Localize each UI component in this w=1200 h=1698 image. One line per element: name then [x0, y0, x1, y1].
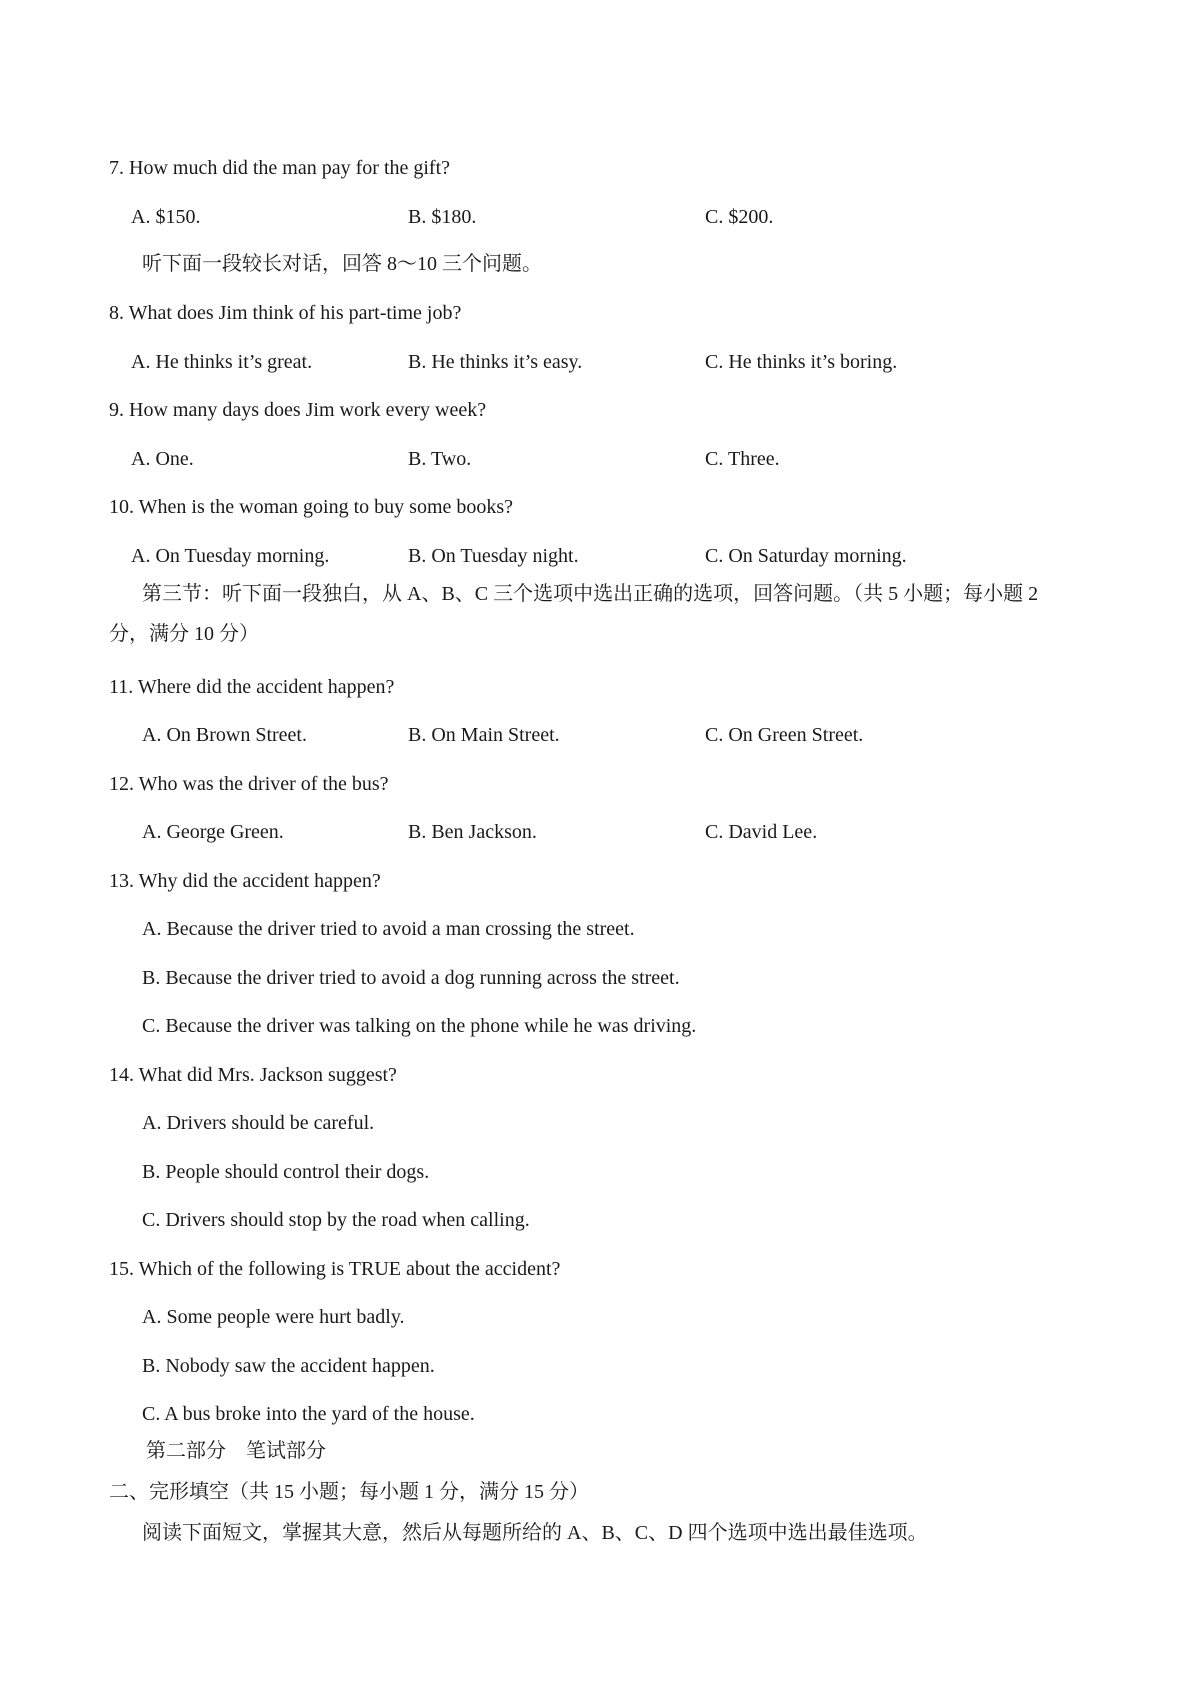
q9-option-b: B. Two.	[408, 448, 472, 470]
q15-option-b: B. Nobody saw the accident happen.	[142, 1355, 435, 1377]
cloze-instruction: 阅读下面短文，掌握其大意，然后从每题所给的 A、B、C、D 四个选项中选出最佳选项。	[142, 1522, 928, 1544]
q11-option-b: B. On Main Street.	[408, 724, 560, 746]
question-15: 15. Which of the following is TRUE about the accident?	[109, 1258, 561, 1280]
part-2-heading: 第二部分 笔试部分	[146, 1440, 326, 1462]
question-7: 7. How much did the man pay for the gift?	[109, 157, 451, 179]
q13-option-b: B. Because the driver tried to avoid a dog running across the street.	[142, 967, 680, 989]
instruction-8-10: 听下面一段较长对话，回答 8～10 三个问题。	[142, 253, 542, 275]
question-9: 9. How many days does Jim work every week?	[109, 399, 487, 421]
q15-option-a: A. Some people were hurt badly.	[142, 1306, 405, 1328]
q10-option-c: C. On Saturday morning.	[705, 545, 907, 567]
q14-option-a: A. Drivers should be careful.	[142, 1112, 375, 1134]
question-14: 14. What did Mrs. Jackson suggest?	[109, 1064, 397, 1086]
question-11: 11. Where did the accident happen?	[109, 676, 395, 698]
q14-option-b: B. People should control their dogs.	[142, 1161, 430, 1183]
q11-option-c: C. On Green Street.	[705, 724, 864, 746]
q13-option-c: C. Because the driver was talking on the phone while he was driving.	[142, 1015, 697, 1037]
q15-option-c: C. A bus broke into the yard of the house.	[142, 1403, 475, 1425]
q11-option-a: A. On Brown Street.	[142, 724, 307, 746]
q7-option-b: B. $180.	[408, 206, 477, 228]
question-13: 13. Why did the accident happen?	[109, 870, 381, 892]
q12-option-c: C. David Lee.	[705, 821, 818, 843]
q10-option-b: B. On Tuesday night.	[408, 545, 579, 567]
q8-option-b: B. He thinks it’s easy.	[408, 351, 583, 373]
question-8: 8. What does Jim think of his part-time job?	[109, 302, 462, 324]
q7-option-a: A. $150.	[131, 206, 201, 228]
section-3-instruction-line1: 第三节：听下面一段独白，从 A、B、C 三个选项中选出正确的选项，回答问题。（共 5 小题；每小题 2	[142, 583, 1039, 605]
q13-option-a: A. Because the driver tried to avoid a man crossing the street.	[142, 918, 635, 940]
section-3-instruction-line2: 分，满分 10 分）	[109, 623, 259, 645]
q14-option-c: C. Drivers should stop by the road when calling.	[142, 1209, 530, 1231]
q12-option-a: A. George Green.	[142, 821, 284, 843]
question-10: 10. When is the woman going to buy some books?	[109, 496, 514, 518]
question-12: 12. Who was the driver of the bus?	[109, 773, 389, 795]
q8-option-a: A. He thinks it’s great.	[131, 351, 313, 373]
q12-option-b: B. Ben Jackson.	[408, 821, 537, 843]
q9-option-a: A. One.	[131, 448, 194, 470]
q8-option-c: C. He thinks it’s boring.	[705, 351, 898, 373]
q9-option-c: C. Three.	[705, 448, 780, 470]
cloze-section-heading: 二、完形填空（共 15 小题；每小题 1 分，满分 15 分）	[109, 1481, 589, 1503]
q7-option-c: C. $200.	[705, 206, 774, 228]
q10-option-a: A. On Tuesday morning.	[131, 545, 330, 567]
